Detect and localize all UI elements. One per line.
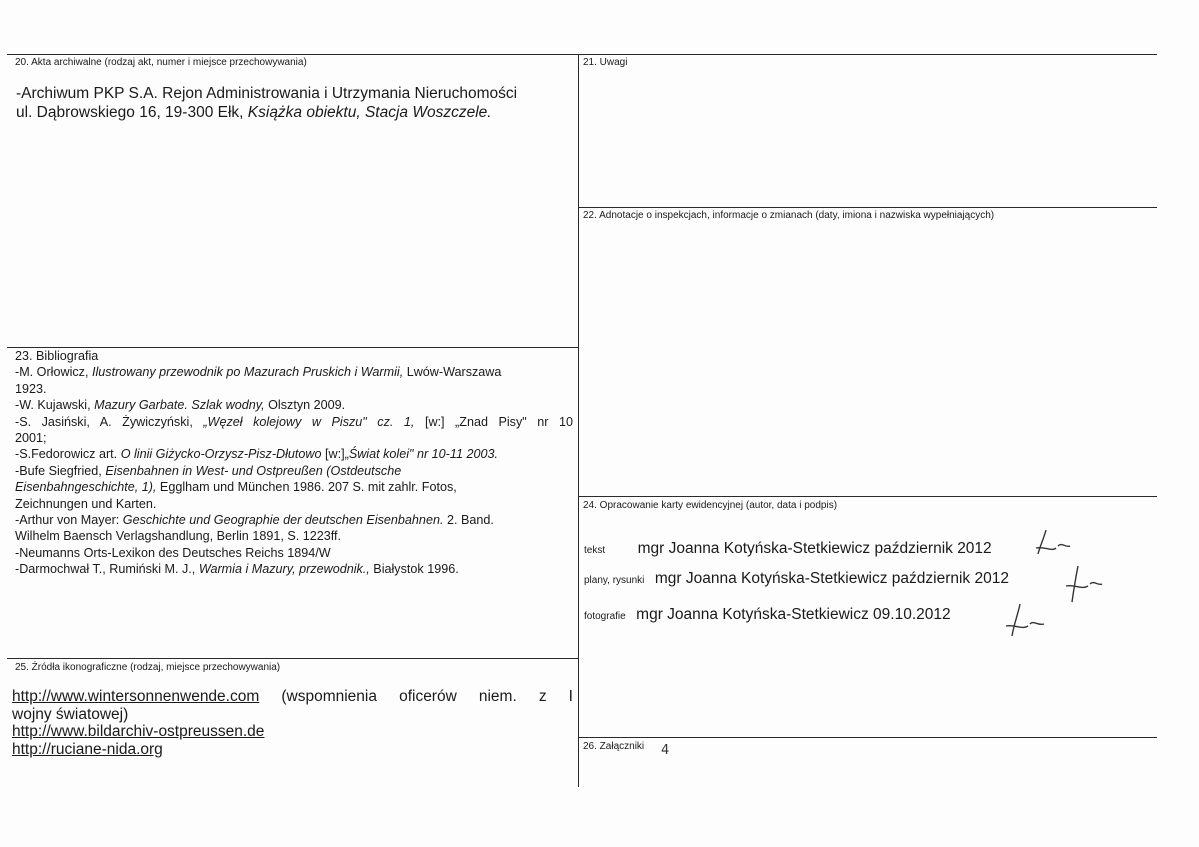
iconographic-sources	[12, 688, 573, 758]
source-line-1: http://www.wintersonnenwende.com (wspomnienia oficerów niem. z I	[12, 688, 573, 705]
bib-line: -S.Fedorowicz art. O linii Giżycko-Orzysz-Pisz-Dłutowo [w:]„Świat kolei" nr 10-11 2003.	[15, 447, 498, 462]
bib-line: -M. Orłowicz, Ilustrowany przewodnik po Mazurach Pruskich i Warmii, Lwów-Warszawa	[15, 365, 502, 380]
section-20-label: 20. Akta archiwalne (rodzaj akt, numer i miejsce przechowywania)	[15, 57, 307, 68]
row-category: tekst	[584, 545, 606, 556]
bibliography	[15, 348, 573, 578]
source-line-2: wojny światowej)	[12, 705, 129, 723]
bib-line: -W. Kujawski, Mazury Garbate. Szlak wodny, Olsztyn 2009.	[15, 398, 346, 413]
attachments-count: 4	[661, 743, 670, 758]
archive-line-1: -Archiwum PKP S.A. Rejon Administrowania i Utrzymania Nieruchomości	[16, 85, 518, 102]
signature-mark-icon	[1034, 526, 1074, 566]
rule-24	[578, 496, 1157, 497]
author-row-text	[584, 540, 992, 558]
row-category: plany, rysunki	[584, 575, 645, 586]
link-bildarchiv[interactable]: http://www.bildarchiv-ostpreussen.de	[12, 723, 265, 740]
signature-mark-icon	[1004, 600, 1048, 644]
bib-line: 1923.	[15, 381, 47, 396]
section-26-label: 26. Załączniki	[583, 741, 645, 752]
bib-line: -Bufe Siegfried, Eisenbahnen in West- und Ostpreußen (Ostdeutsche	[15, 463, 402, 478]
column-divider	[578, 54, 579, 787]
section-22-label: 22. Adnotacje o inspekcjach, informacje o zmianach (daty, imiona i nazwiska wypełniających)	[583, 210, 995, 221]
section-23-label: 23. Bibliografia	[15, 349, 99, 363]
row-author: mgr Joanna Kotyńska-Stetkiewicz 09.10.2012	[636, 606, 951, 623]
link-wintersonnenwende[interactable]: http://www.wintersonnenwende.com	[12, 688, 260, 705]
bib-line: 2001;	[15, 431, 47, 446]
bib-line: -Arthur von Mayer: Geschichte und Geographie der deutschen Eisenbahnen. 2. Band.	[15, 513, 494, 528]
author-row-photos	[584, 606, 951, 624]
bib-line: Eisenbahngeschichte, 1), Egglham und München 1986. 207 S. mit zahlr. Fotos,	[15, 480, 457, 495]
bib-line: Wilhelm Baensch Verlagshandlung, Berlin 1891, S. 1223ff.	[15, 529, 342, 544]
bib-line: -Darmochwał T., Rumiński M. J., Warmia i Mazury, przewodnik., Białystok 1996.	[15, 562, 459, 577]
section-20-content	[16, 84, 576, 122]
bib-line: -S. Jasiński, A. Żywiczyński, „Węzeł kolejowy w Piszu" cz. 1, [w:] „Znad Pisy" nr 10	[15, 414, 573, 429]
author-row-drawings	[584, 570, 1009, 588]
archive-line-2: ul. Dąbrowskiego 16, 19-300 Ełk, Książka obiektu, Stacja Woszczele.	[16, 104, 492, 121]
rule-22	[578, 207, 1157, 208]
signature-mark-icon	[1064, 562, 1104, 610]
rule-26	[578, 737, 1157, 738]
top-rule	[7, 54, 1157, 55]
row-author: mgr Joanna Kotyńska-Stetkiewicz październik 2012	[637, 540, 992, 557]
row-category: fotografie	[584, 611, 626, 622]
bib-line: -Neumanns Orts-Lexikon des Deutsches Reichs 1894/W	[15, 545, 331, 560]
bib-line: Zeichnungen und Karten.	[15, 496, 157, 511]
link-ruciane-nida[interactable]: http://ruciane-nida.org	[12, 740, 163, 758]
section-21-label: 21. Uwagi	[583, 57, 628, 68]
row-author: mgr Joanna Kotyńska-Stetkiewicz październik 2012	[654, 570, 1009, 587]
rule-25	[7, 658, 578, 659]
section-25-label: 25. Źródła ikonograficzne (rodzaj, miejsce przechowywania)	[15, 662, 281, 673]
section-24-label: 24. Opracowanie karty ewidencyjnej (autor, data i podpis)	[583, 500, 838, 511]
